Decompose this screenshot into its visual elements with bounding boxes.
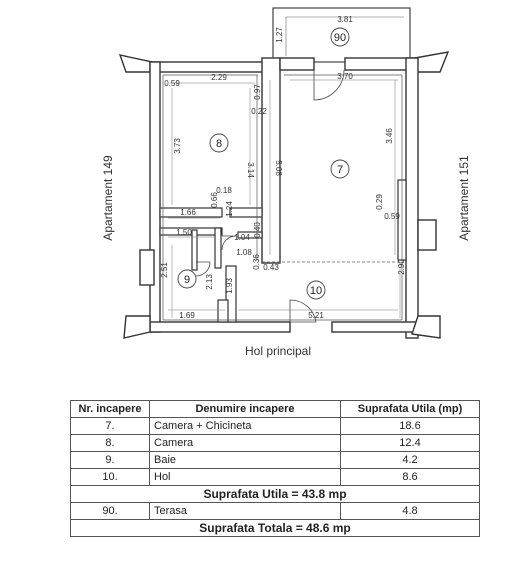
cell-room-name: Camera [150,435,341,452]
cell-room-name: Hol [150,469,341,486]
useful-area-total: Suprafata Utila = 43.8 mp [71,486,480,503]
table-header-row [71,401,480,418]
dim-508: 5.08 [274,160,283,176]
cell-room-area: 4.2 [341,452,480,469]
dim-124: 1.24 [225,201,234,217]
room-9-number: 9 [183,274,191,286]
label-main-hallway: Hol principal [244,344,312,358]
dim-193: 1.93 [225,278,234,294]
area-table [70,400,480,537]
dim-097: 0.97 [253,84,262,100]
useful-total-row [71,486,480,503]
room-90-number: 90 [333,32,347,44]
grand-total-row [71,520,480,537]
cell-room-name: Camera + Chicineta [150,418,341,435]
dim-029: 0.29 [375,194,384,210]
dim-r8-corner: 0.59 [164,79,180,88]
header-room-number: Nr. incapere [71,401,150,418]
dim-022: 0.22 [251,107,267,116]
table-row [71,418,480,435]
dim-314: 3.14 [246,162,255,178]
dim-166: 1.66 [180,208,196,217]
inner-lines [163,75,402,320]
dim-040: 0.40 [253,222,262,238]
dim-169: 1.69 [179,311,195,320]
room-7-number: 7 [336,164,344,176]
dim-066: 0.66 [210,192,219,208]
table-row [71,452,480,469]
cell-room-area: 18.6 [341,418,480,435]
room-10-number: 10 [309,285,323,297]
cell-room-number: 8. [71,435,150,452]
cell-room-number: 9. [71,452,150,469]
dim-104: 1.04 [234,233,250,242]
table-row [71,503,480,520]
cell-room-name: Terasa [150,503,341,520]
table-row [71,435,480,452]
dim-059: 0.59 [384,212,400,221]
dim-150: 1.50 [176,228,192,237]
cell-room-name: Baie [150,452,341,469]
dim-251: 2.51 [160,262,169,278]
cell-room-area: 8.6 [341,469,480,486]
cell-room-area: 4.8 [341,503,480,520]
label-apartment-left: Apartament 149 [101,155,115,241]
dim-r7-right: 3.46 [385,128,394,144]
dim-018: 0.18 [216,186,232,195]
cell-room-number: 90. [71,503,150,520]
label-apartment-right: Apartament 151 [457,155,471,241]
dim-521: 5.21 [308,311,324,320]
interior-walls [160,180,406,322]
dim-108: 1.08 [236,248,252,257]
dimension-lines [168,80,400,318]
cell-room-number: 10. [71,469,150,486]
cell-room-number: 7. [71,418,150,435]
room-8-number: 8 [215,138,223,150]
cell-room-area: 12.4 [341,435,480,452]
dim-terrace-width: 3.81 [337,15,353,24]
dim-213: 2.13 [205,274,214,290]
dim-290: 2.90 [397,259,406,275]
total-area: Suprafata Totala = 48.6 mp [71,520,480,537]
dim-terrace-height: 1.27 [275,27,284,43]
dim-043: 0.43 [263,263,279,272]
dim-r7-top: 3.70 [337,72,353,81]
table-row [71,469,480,486]
dim-036: 0.36 [252,254,261,270]
header-room-name: Denumire incapere [150,401,341,418]
header-useful-area: Suprafata Utila (mp) [341,401,480,418]
dim-r8-left: 3.73 [173,138,182,154]
dim-r8-top: 2.29 [211,73,227,82]
